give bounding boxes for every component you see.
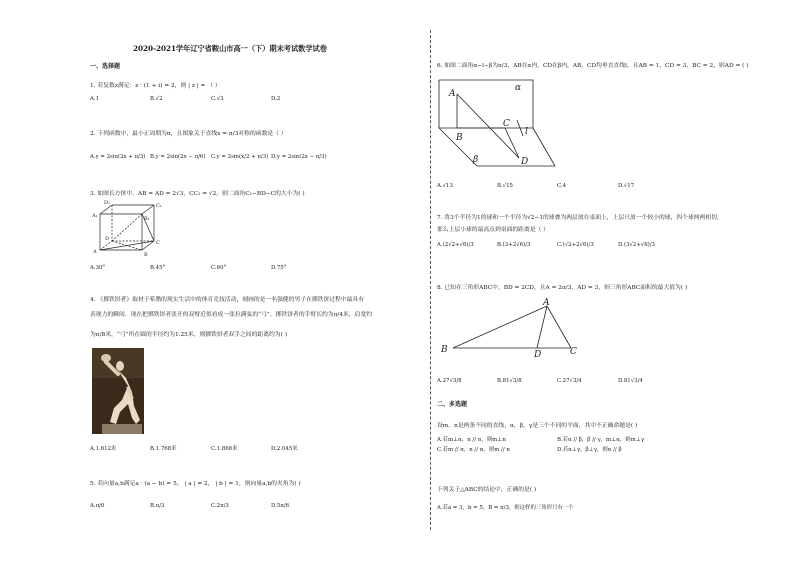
q9-option-c[interactable]: C.若m // α，n // α，则m // n [437, 447, 510, 453]
q6-label-alpha: α [515, 83, 522, 93]
q10-stem: 下列关于△ABC的结论中，正确的是( ) [437, 487, 537, 493]
q4-line1: 4. 《掷铁饼者》取材于希腊的现实生活中的体育竞技活动，刻画的是一名强健的男子在掷铁饼过程中最具有 [90, 297, 365, 303]
q2-option-d[interactable]: D.y = 2sin(2x − π/3) [271, 154, 327, 160]
q8-label-b: B [441, 345, 448, 355]
discus-thrower-statue-image [92, 348, 144, 434]
q1-option-b[interactable]: B.√2 [150, 96, 163, 102]
q2-stem: 2. 下列函数中，最小正周期为π，且图象关于直线x = π/3对称的函数是（ ） [90, 131, 287, 137]
q3-label-d: D [105, 236, 110, 242]
q7-line1: 7. 将3个半径为1的球和一个半径为√2−1的球叠为两层放在桌面上，上层只放一个较小的球，四个球两两相切， [437, 215, 723, 221]
q3-stem: 3. 如图长方体中，AB = AD = 2√3，CC₁ = √2，则二面角C₁−BD−C的大小为( ) [90, 191, 305, 197]
q1-stem: 1. 若复数z满足：z · (1 + i) = 2，则 | z | = （ ） [90, 83, 221, 89]
q8-option-d[interactable]: D.81√3/4 [618, 378, 643, 384]
q4-option-a[interactable]: A.1.612米 [90, 446, 117, 452]
q6-option-d[interactable]: D.√17 [618, 183, 635, 189]
q2-option-b[interactable]: B.y = 2sin(2x − π/6) [150, 154, 206, 160]
q3-label-b1: B₁ [144, 216, 150, 222]
q7-option-c[interactable]: C.(√2+2√6)/3 [557, 242, 594, 248]
q6-dihedral-angle-figure [437, 76, 557, 172]
q6-option-b[interactable]: B.√15 [497, 183, 513, 189]
q5-option-c[interactable]: C.2π/3 [211, 503, 229, 509]
q4-line2: 表现力的瞬间．现在把掷铁饼者张开的双臂近似看成一张拉满弦的“弓”，掷铁饼者的手臂长约为π/4米，肩宽约 [90, 312, 373, 318]
q7-option-b[interactable]: B.(3+2√6)/3 [497, 242, 531, 248]
q6-stem: 6. 如图二面角α−l−β为π/3，AB在α内，CD在β内，AB，CD均垂直直线l，且AB = 1，CD = 3，BC = 2，则AD = ( ) [437, 63, 749, 69]
q3-option-c[interactable]: C.60° [211, 265, 227, 271]
q8-option-b[interactable]: B.81√3/8 [497, 378, 522, 384]
column-divider [430, 30, 431, 530]
q8-option-c[interactable]: C.27√3/4 [557, 378, 582, 384]
q8-label-c: C [570, 347, 577, 357]
q4-line3: 为π/8米，“弓”所在圆的半径约为1.25米，则掷铁饼者双手之间的距离约为( ) [90, 332, 287, 338]
q4-option-d[interactable]: D.2.045米 [271, 446, 298, 452]
q9-option-a[interactable]: A.若m⊥α，n // α，则m⊥n [437, 437, 506, 443]
q9-stem: 设m，n是两条不同的直线，α，β，γ是三个不同的平面，其中不正确命题是( ) [437, 423, 638, 429]
q2-option-a[interactable]: A.y = 2sin(2x + π/3) [90, 154, 146, 160]
q8-triangle-figure [437, 296, 587, 358]
q6-label-a: A [449, 89, 456, 99]
q6-label-b: B [456, 133, 463, 143]
q9-option-d[interactable]: D.若α⊥γ，β⊥γ，则α // β [557, 447, 622, 453]
q3-label-b: B [144, 252, 148, 258]
q3-cuboid-figure [90, 198, 165, 258]
q6-label-c: C [503, 119, 510, 129]
q7-option-a[interactable]: A.(2√2+√6)/3 [437, 242, 474, 248]
q8-option-a[interactable]: A.27√3/8 [437, 378, 462, 384]
q6-option-c[interactable]: C.4 [557, 183, 567, 189]
q2-option-c[interactable]: C.y = 2sin(x/2 + π/3) [211, 154, 269, 160]
q5-option-d[interactable]: D.5π/6 [271, 503, 290, 509]
q5-stem: 5. 若向量a,b满足a · (a − b) = 5， | a | = 2， | b | = 1，则向量a,b的夹角为( ) [90, 481, 301, 487]
q4-option-b[interactable]: B.1.768米 [150, 446, 177, 452]
q1-option-d[interactable]: D.2 [271, 96, 281, 102]
q7-option-d[interactable]: D.(3√2+√6)/3 [618, 242, 655, 248]
q10-option-a[interactable]: A.若a = 3，b = 5，B = π/3，则这样的三角形只有一个 [437, 505, 574, 511]
q3-label-d1: D₁ [104, 200, 111, 206]
q3-label-a1: A₁ [92, 213, 98, 219]
q5-option-b[interactable]: B.π/3 [150, 503, 165, 509]
q6-label-l: l [525, 127, 528, 137]
q6-label-d: D [521, 157, 529, 167]
q8-label-d: D [534, 350, 542, 358]
q3-label-c1: C₁ [156, 203, 162, 209]
q1-option-c[interactable]: C.√3 [211, 96, 224, 102]
q3-option-a[interactable]: A.30° [90, 265, 106, 271]
q3-option-d[interactable]: D.75° [271, 265, 287, 271]
q8-label-a: A [543, 298, 550, 308]
section-choice-heading: 一、选择题 [90, 63, 121, 70]
q6-label-beta: β [473, 155, 479, 165]
q3-label-a: A [93, 249, 97, 255]
q8-stem: 8. 已知在三角形ABC中，BD = 2CD，且A = 2π/3，AD = 3，则三角形ABC面积的最大值为( ) [437, 285, 688, 291]
q6-option-a[interactable]: A.√13 [437, 183, 453, 189]
q7-line2: 那么上层小球的最高点到桌面的距离是（ ） [437, 227, 549, 233]
q5-option-a[interactable]: A.π/6 [90, 503, 105, 509]
q4-option-c[interactable]: C.1.868米 [211, 446, 238, 452]
q3-label-c: C [156, 240, 160, 246]
section-multi-choice-heading: 二、多选题 [437, 401, 468, 408]
q1-option-a[interactable]: A.1 [90, 96, 100, 102]
exam-title: 2020-2021学年辽宁省鞍山市高一（下）期末考试数学试卷 [133, 44, 327, 53]
q9-option-b[interactable]: B.若α // β，β // γ，m⊥α，则m⊥γ [557, 437, 645, 443]
q3-option-b[interactable]: B.45° [150, 265, 166, 271]
